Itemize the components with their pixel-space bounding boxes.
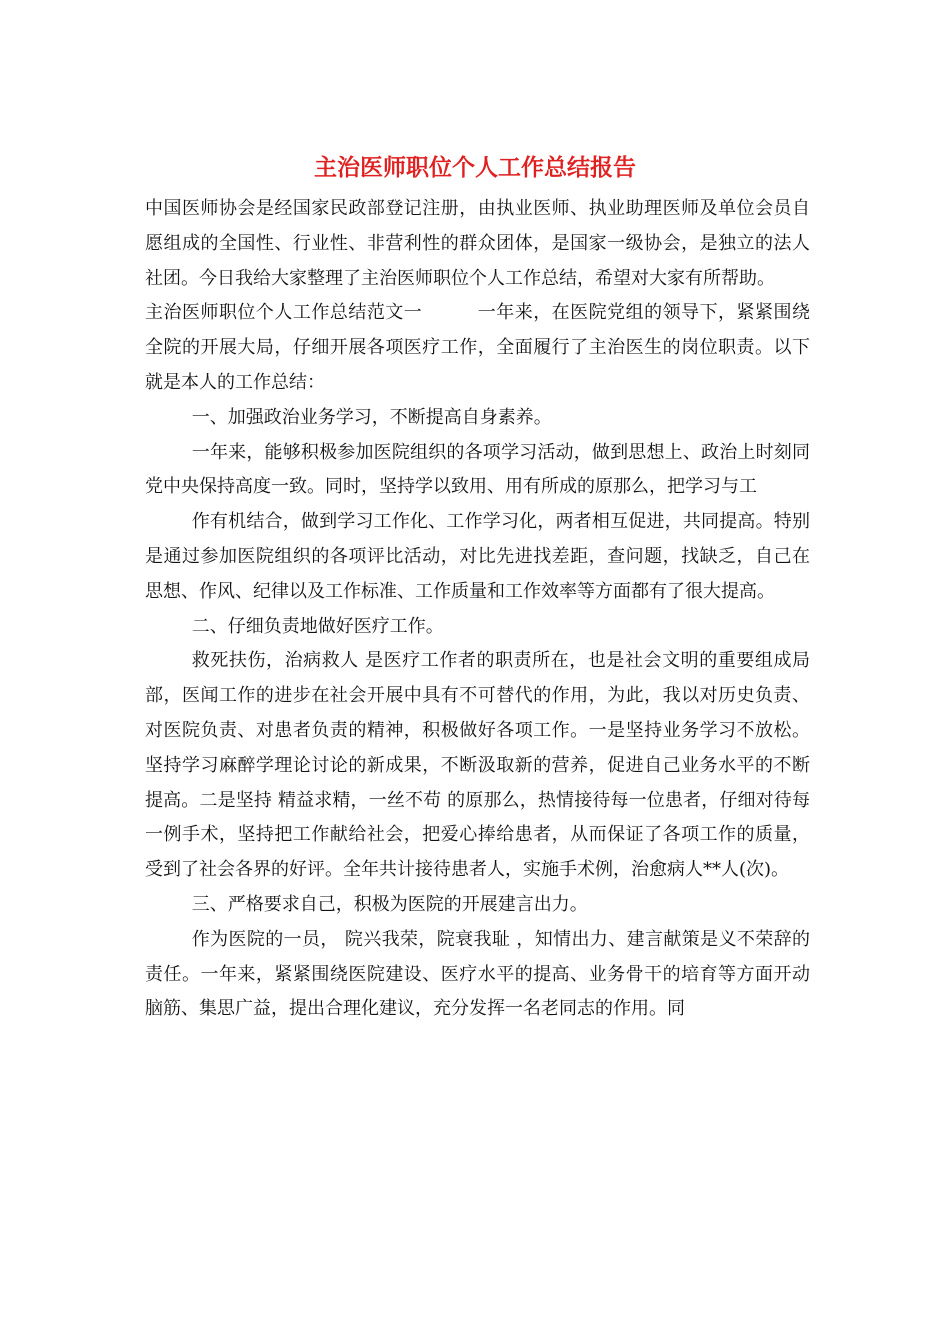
paragraph-section-two: 救死扶伤，治病救人 是医疗工作者的职责所在，也是社会文明的重要组成局部，医闻工作的进步在社会开展中具有不可替代的作用，为此，我以对历史负责、对医院负责、对患者负责的精神，积极做好各项工作。一是坚持业务学习不放松。坚持学习麻醉学理论讨论的新成果，不断汲取新的营养，促进自己业务水平的不断提高。二是坚持 精益求精，一丝不苟 的原那么，热情接待每一位患者，仔细对待每一例手术，坚持把工作献给社会，把爱心捧给患者，从而保证了各项工作的质量，受到了社会各界的好评。全年共计接待患者人，实施手术例，治愈病人**人(次)。 (145, 650, 810, 881)
heading-section-two: 二、仔细负责地做好医疗工作。 (191, 615, 444, 637)
paragraph-sample-one: 主治医师职位个人工作总结范文一 一年来，在医院党组的领导下，紧紧围绕全院的开展大局，仔细开展各项医疗工作，全面履行了主治医生的岗位职责。以下就是本人的工作总结： (145, 302, 810, 393)
paragraph-section-one-b: 作有机结合，做到学习工作化、工作学习化，两者相互促进，共同提高。特别是通过参加医院组织的各项评比活动，对比先进找差距，查问题，找缺乏，自己在思想、作风、纪律以及工作标准、工作质量和工作效率等方面都有了很大提高。 (145, 511, 810, 602)
document-title: 主治医师职位个人工作总结报告 (314, 154, 636, 181)
paragraph-section-one-a: 一年来，能够积极参加医院组织的各项学习活动，做到思想上、政治上时刻同党中央保持高度一致。同时，坚持学以致用、用有所成的原那么，把学习与工 (145, 441, 810, 498)
paragraph-intro: 中国医师协会是经国家民政部登记注册，由执业医师、执业助理医师及单位会员自愿组成的全国性、行业性、非营利性的群众团体，是国家一级协会，是独立的法人社团。今日我给大家整理了主治医师职位个人工作总结，希望对大家有所帮助。 (145, 198, 810, 289)
heading-section-three: 三、严格要求自己，积极为医院的开展建言出力。 (191, 893, 588, 915)
document-body (145, 192, 810, 1027)
paragraph-section-three: 作为医院的一员， 院兴我荣，院衰我耻 ，知情出力、建言献策是义不荣辞的责任。一年来，紧紧围绕医院建设、医疗水平的提高、业务骨干的培育等方面开动脑筋、集思广益，提出合理化建议，充分发挥一名老同志的作用。同 (145, 928, 810, 1020)
heading-section-one: 一、加强政治业务学习，不断提高自身素养。 (191, 406, 552, 428)
